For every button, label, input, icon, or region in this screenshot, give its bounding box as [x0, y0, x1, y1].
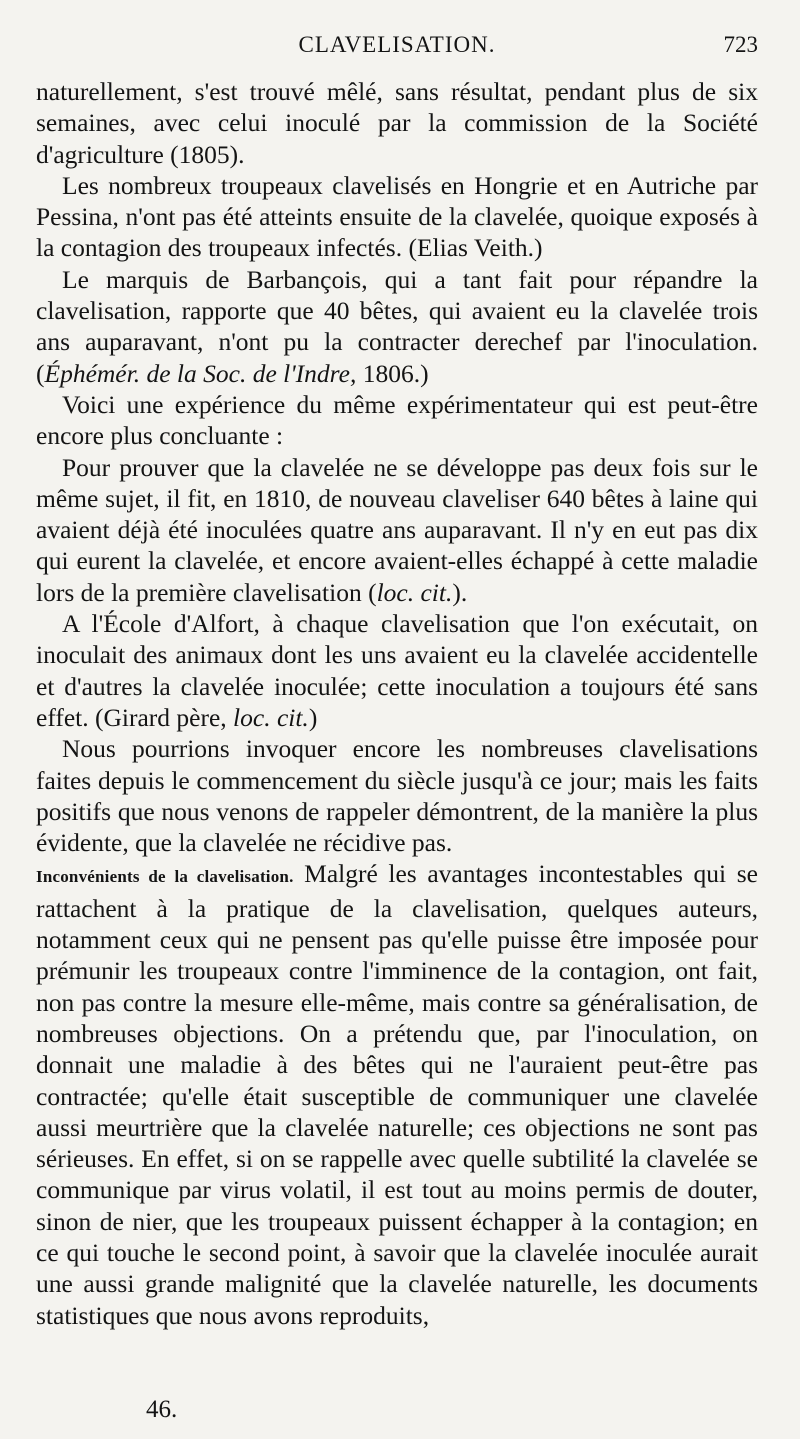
paragraph-8 — [36, 858, 758, 1330]
paragraph-6 — [36, 608, 758, 733]
paragraph-8-text: Malgré les avantages incontestables qui se rattachent à la pratique de la clavelisation, quelques auteurs, notamment ceux qui ne pensent pas qu'elle puisse être imposée pour prémunir les troupeaux contre l'imminence de la contagion, ont fait, non pas contre la mesure elle-même, mais contre sa généralisation, de nombreuses objections. On a prétendu que, par l'inoculation, on donnait une maladie à des bêtes qui ne l'auraient peut-être pas contractée; qu'elle était susceptible de communiquer une clavelée aussi meurtrière que la clavelée naturelle; ces objections ne sont pas sérieuses. En effet, si on se rappelle avec quelle subtilité la clavelée se communique par virus volatil, il est tout au moins permis de douter, sinon de nier, que les troupeaux puissent échapper à la contagion; en ce qui touche le second point, à savoir que la clavelée inoculée aurait une aussi grande malignité que la clavelée naturelle, les documents statistiques que nous avons reproduits, — [36, 859, 758, 1330]
signature-mark: 46. — [146, 1396, 178, 1423]
body-text — [36, 76, 758, 1331]
citation: Éphémér. de la Soc. de l'Indre, — [44, 358, 357, 388]
citation: loc. cit. — [376, 577, 453, 607]
paragraph-2: Les nombreux troupeaux clavelisés en Hongrie et en Autriche par Pessina, n'ont pas été atteints ensuite de la clavelée, quoique exposés à la contagion des troupeaux infectés. (Elias Veith.) — [36, 170, 758, 263]
running-title: CLAVELISATION. — [298, 32, 496, 57]
paragraph-5 — [36, 452, 758, 608]
paragraph-6-text: A l'École d'Alfort, à chaque clavelisation que l'on exécutait, on inoculait des animaux dont les uns avaient eu la clavelée accidentelle et d'autres la clavelée inoculée; cette inoculation a toujours été sans effet. (Girard père, — [36, 609, 758, 732]
paragraph-6-text-end: ) — [308, 702, 318, 732]
paragraph-1: naturellement, s'est trouvé mêlé, sans résultat, pendant plus de six semaines, avec celui inoculé par la commission de la Société d'agriculture (1805). — [36, 77, 758, 169]
paragraph-5-text: Pour prouver que la clavelée ne se développe pas deux fois sur le même sujet, il fit, en 1810, de nouveau claveliser 640 bêtes à laine qui avaient déjà été inoculées quatre ans auparavant. Il n'y en eut pas dix qui eurent la clavelée, et encore avaient-elles échappé à cette maladie lors de la première clavelisation ( — [36, 452, 758, 607]
paragraph-7: Nous pourrions invoquer encore les nombreuses clavelisations faites depuis le commencement du siècle jusqu'à ce jour; mais les faits positifs que nous venons de rappeler démontrent, de la manière la plus évidente, que la clavelée ne récidive pas. — [36, 734, 758, 858]
page-header — [36, 30, 758, 64]
page-number: 723 — [723, 32, 758, 57]
paragraph-3 — [36, 264, 758, 389]
paragraph-3-text: Le marquis de Barbançois, qui a tant fait pour répandre la clavelisation, rapporte que 40 bêtes, qui avaient eu la clavelée trois ans auparavant, n'ont pu la contracter derechef par l'inoculation. ( — [36, 264, 758, 388]
paragraph-5-text-end: ). — [452, 577, 468, 607]
paragraph-4: Voici une expérience du même expérimentateur qui est peut-être encore plus concluante : — [36, 389, 758, 451]
paragraph-3-text-end: 1806.) — [356, 358, 429, 388]
citation: loc. cit. — [233, 702, 309, 732]
section-heading: Inconvénients de la clavelisation. — [36, 867, 294, 887]
